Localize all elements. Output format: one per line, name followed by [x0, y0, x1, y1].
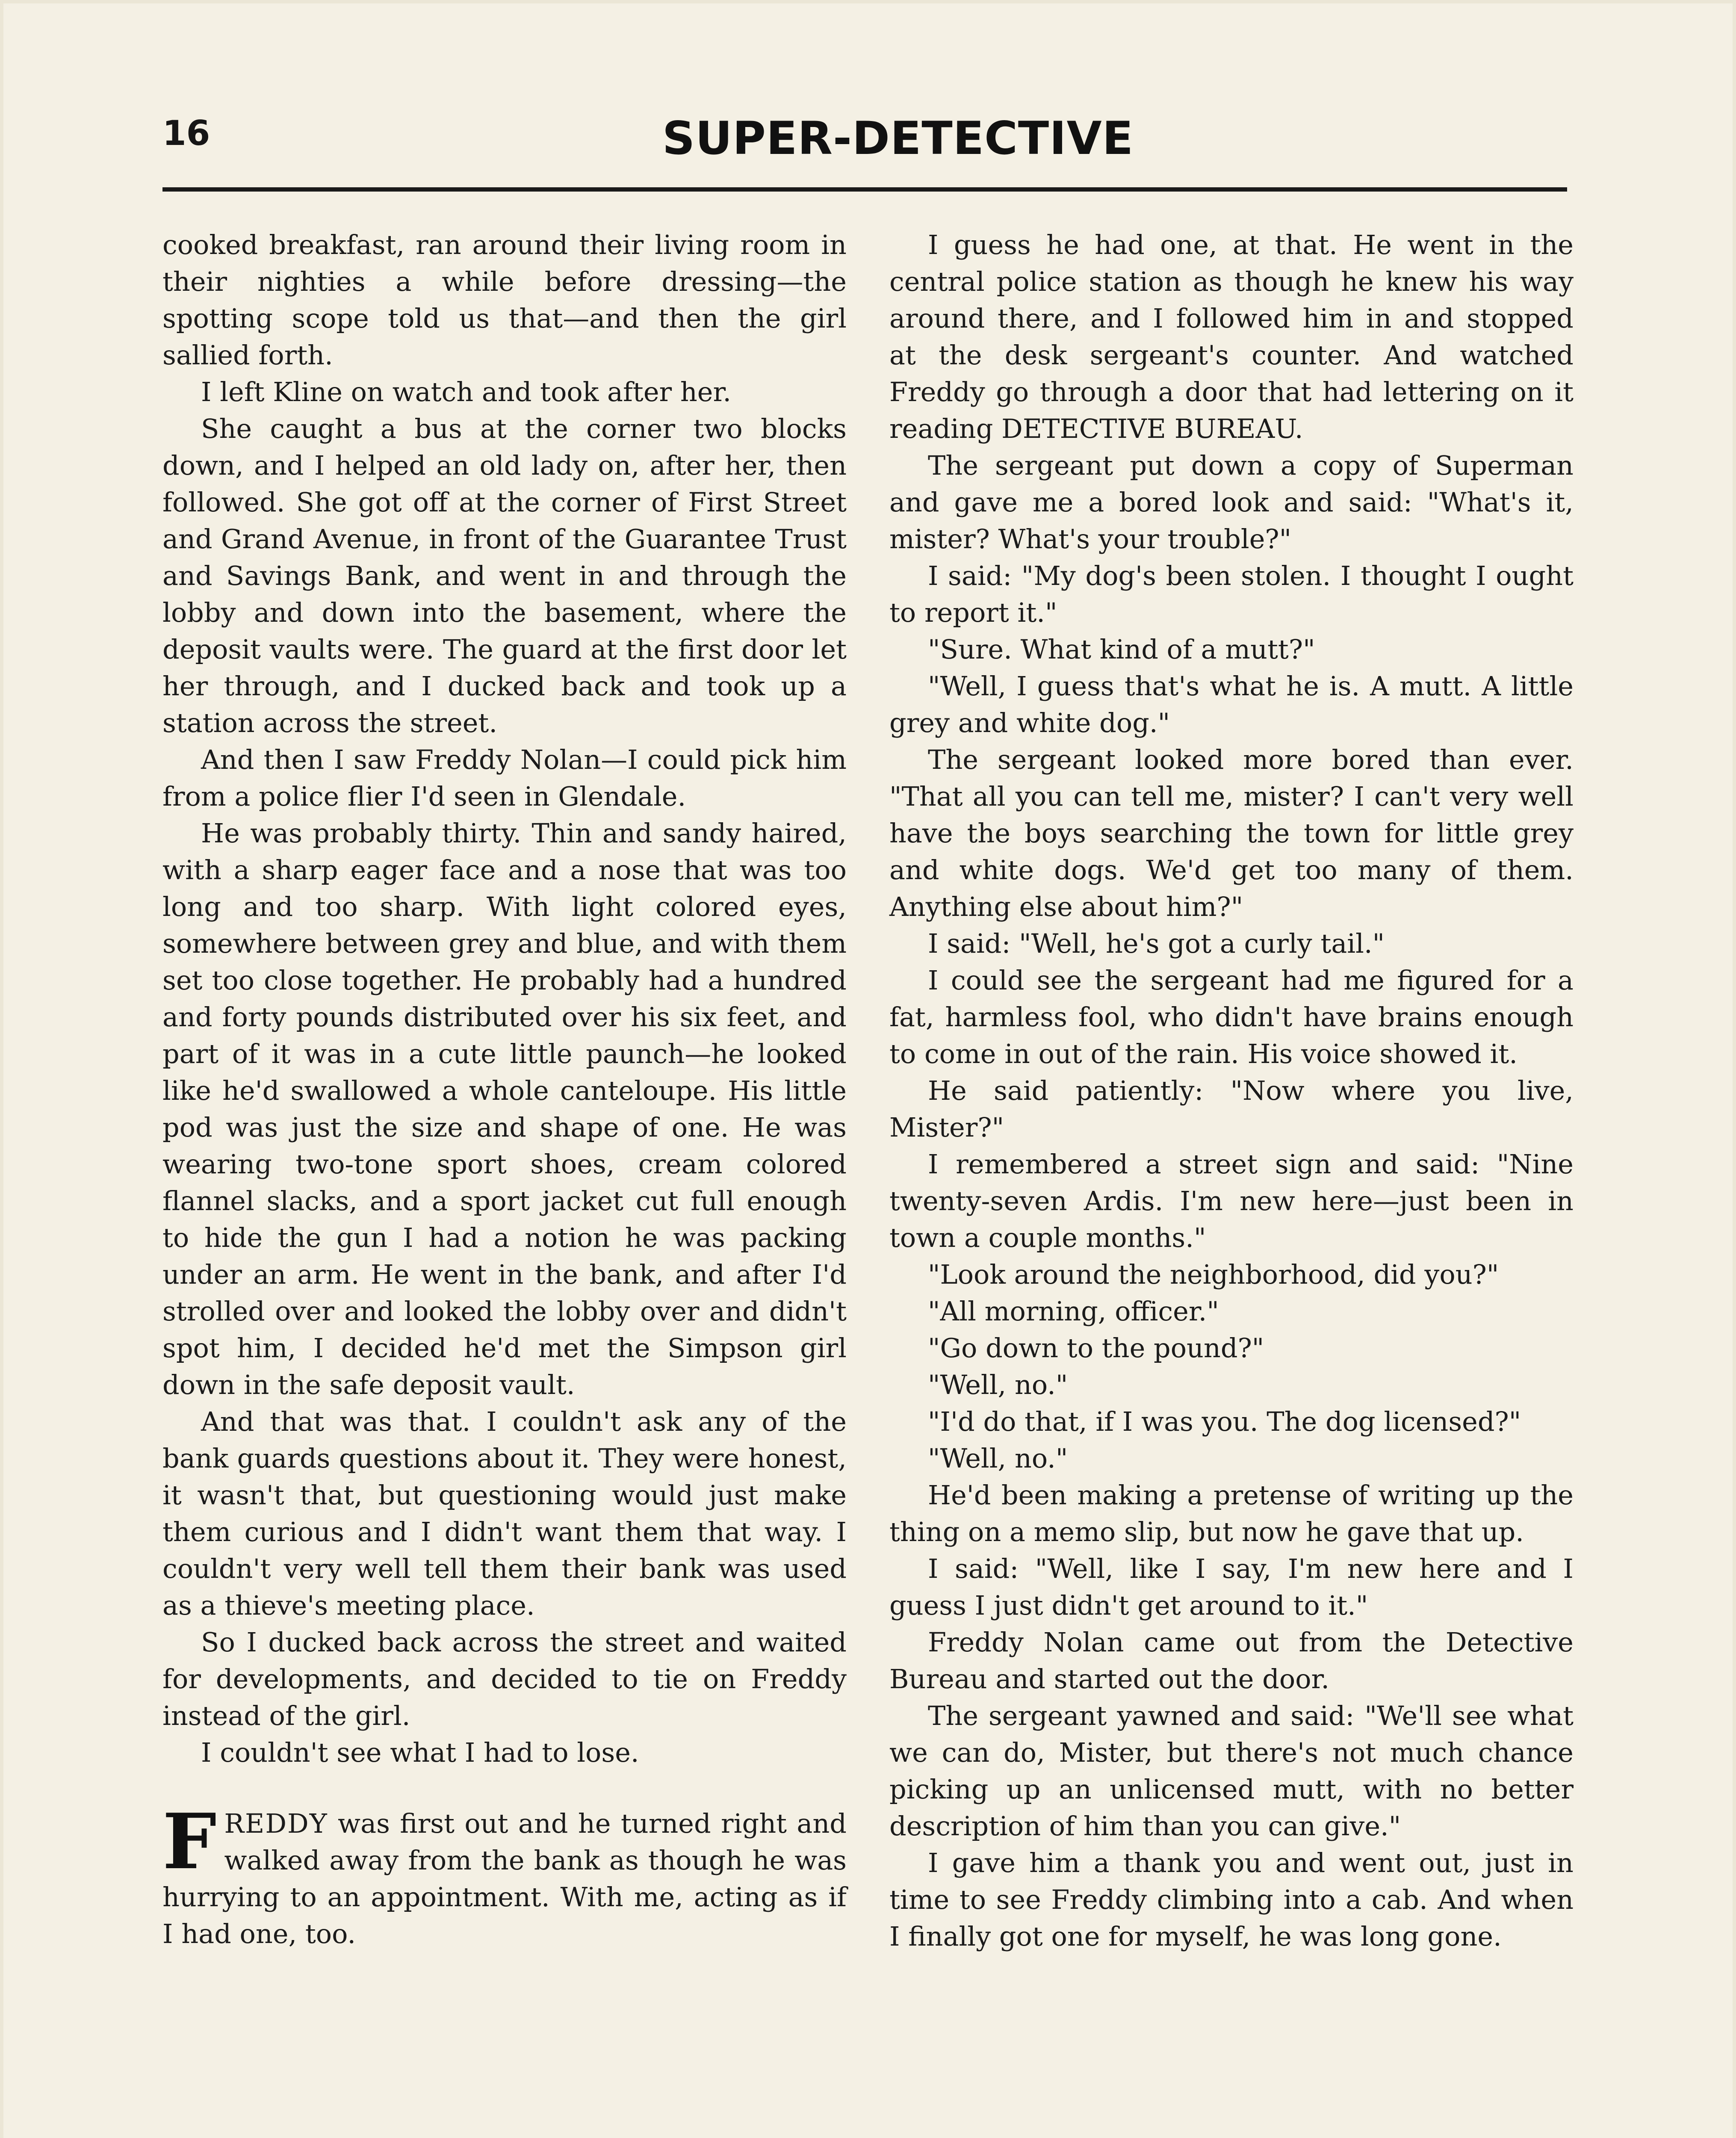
right-column [889, 227, 1574, 1955]
paragraph: She caught a bus at the corner two blocks down, and I helped an old lady on, after her, then followed. She got off at the corner of First Street and Grand Avenue, in front of the Guarantee Trust and Savings Bank, and went in and through the lobby and down into the basement, where the deposit vaults were. The guard at the first door let her through, and I ducked back and took up a station across the street. [162, 413, 847, 738]
left-column [162, 227, 847, 1952]
paragraph: I said: "Well, he's got a curly tail." [928, 928, 1385, 959]
paragraph: "I'd do that, if I was you. The dog licensed?" [928, 1406, 1521, 1437]
paragraph: I could see the sergeant had me figured for a fat, harmless fool, who didn't have brains enough to come in out of the rain. His voice showed it. [889, 965, 1574, 1069]
paragraph: I said: "My dog's been stolen. I thought I ought to report it." [889, 560, 1574, 628]
paragraph: He said patiently: "Now where you live, Mister?" [889, 1075, 1574, 1143]
paragraph: He'd been making a pretense of writing up the thing on a memo slip, but now he gave that up. [889, 1479, 1574, 1547]
paragraph: "All morning, officer." [928, 1296, 1219, 1327]
paragraph: I left Kline on watch and took after her. [201, 376, 732, 408]
paragraph: The sergeant put down a copy of Superman and gave me a bored look and said: "What's it, mister? What's your trouble?" [889, 450, 1574, 555]
paragraph: He was probably thirty. Thin and sandy haired, with a sharp eager face and a nose that was too long and too sharp. With light colored eyes, somewhere between grey and blue, and with them set too close together. He probably had a hundred and forty pounds distributed over his six feet, and part of it was in a cute little paunch—he looked like he'd swallowed a whole canteloupe. His little pod was just the size and shape of one. He was wearing two-tone sport shoes, cream colored flannel slacks, and a sport jacket cut full enough to hide the gun I had a notion he was packing under an arm. He went in the bank, and after I'd strolled over and looked the lobby over and didn't spot him, I decided he'd met the Simpson girl down in the safe deposit vault. [162, 818, 847, 1400]
paragraph: I guess he had one, at that. He went in the central police station as though he knew his way around there, and I followed him in and stopped at the desk sergeant's counter. And watched Freddy go through a door that had lettering on it reading DETECTIVE BUREAU. [889, 229, 1574, 444]
paragraph: The sergeant looked more bored than ever. "That all you can tell me, mister? I can't very well have the boys searching the town for little grey and white dogs. We'd get too many of them. Anything else about him?" [889, 744, 1574, 922]
paragraph: Freddy Nolan came out from the Detective Bureau and started out the door. [889, 1627, 1574, 1695]
paragraph: And that was that. I couldn't ask any of the bank guards questions about it. They were honest, it wasn't that, but questioning would just make them curious and I didn't want them that way. I couldn't very well tell them their bank was used as a thieve's meeting place. [162, 1406, 847, 1621]
paragraph: I gave him a thank you and went out, just in time to see Freddy climbing into a cab. And when I finally got one for myself, he was long gone. [889, 1847, 1574, 1952]
drop-cap: F [162, 1797, 217, 1886]
paragraph: The sergeant yawned and said: "We'll see what we can do, Mister, but there's not much chance picking up an unlicensed mutt, with no better description of him than you can give." [889, 1700, 1574, 1842]
paragraph: "Well, no." [928, 1443, 1068, 1474]
section-break [162, 1771, 847, 1805]
paragraph: "Well, I guess that's what he is. A mutt. A little grey and white dog." [889, 670, 1574, 738]
paragraph: "Sure. What kind of a mutt?" [928, 634, 1315, 665]
paragraph: I couldn't see what I had to lose. [201, 1737, 639, 1768]
header-rule [162, 187, 1567, 192]
paragraph: "Go down to the pound?" [928, 1332, 1264, 1364]
paragraph: And then I saw Freddy Nolan—I could pick him from a police flier I'd seen in Glendale. [162, 744, 847, 812]
lead-in-text: was first out and he turned right and walked away from the bank as though he was hurrying to an appointment. With me, acting as if I had one, too. [162, 1808, 847, 1949]
paragraph: "Look around the neighborhood, did you?" [928, 1259, 1499, 1290]
section-lead-paragraph [162, 1797, 847, 1952]
paragraph: I remembered a street sign and said: "Nine twenty-seven Ardis. I'm new here—just been in town a couple months." [889, 1149, 1574, 1253]
paragraph: So I ducked back across the street and waited for developments, and decided to tie on Freddy instead of the girl. [162, 1627, 847, 1731]
paragraph: cooked breakfast, ran around their living room in their nighties a while before dressing—the spotting scope told us that—and then the girl sallied forth. [162, 229, 847, 371]
paragraph: "Well, no." [928, 1369, 1068, 1400]
page-number: 16 [162, 113, 210, 153]
running-head-title: SUPER-DETECTIVE [662, 112, 1134, 165]
lead-in-caps: REDDY [224, 1808, 328, 1839]
paragraph: I said: "Well, like I say, I'm new here and I guess I just didn't get around to it." [889, 1553, 1574, 1621]
